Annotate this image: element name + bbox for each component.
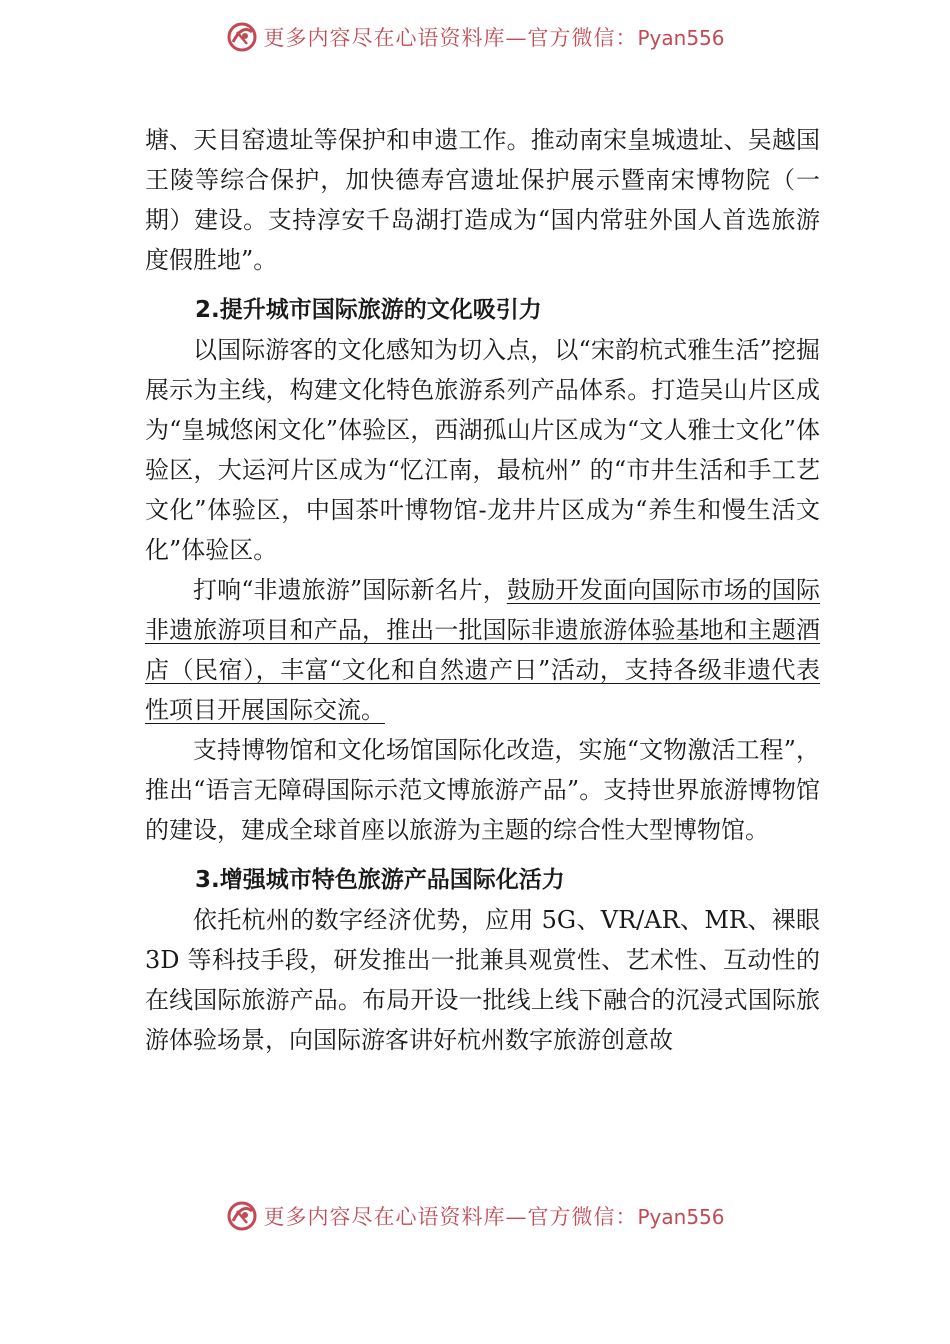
section-heading-3: 3.增强城市特色旅游产品国际化活力 [195, 867, 565, 893]
paragraph-2: 以国际游客的文化感知为切入点，以“宋韵杭式雅生活”挖掘展示为主线，构建文化特色旅游系列产品体系。打造吴山片区成为“皇城悠闲文化”体验区，西湖孤山片区成为“文人雅士文化”体验区，大运河片区成为“忆江南，最杭州” 的“市井生活和手工艺文化”体验区，中国茶叶博物馆-龙井片区成为“养生和慢生活文化”体验区。 [145, 336, 820, 564]
paragraph-1: 塘、天目窑遗址等保护和申遗工作。推动南宋皇城遗址、吴越国王陵等综合保护，加快德寿宫遗址保护展示暨南宋博物院（一期）建设。支持淳安千岛湖打造成为“国内常驻外国人首选旅游度假胜地”。 [145, 126, 820, 274]
watermark-label: 更多内容尽在心语资料库—官方微信： [263, 1205, 638, 1229]
logo-icon [225, 20, 259, 54]
paragraph-4: 支持博物馆和文化场馆国际化改造，实施“文物激活工程”，推出“语言无障碍国际示范文博旅游产品”。支持世界旅游博物馆的建设，建成全球首座以旅游为主题的综合性大型博物馆。 [145, 736, 820, 844]
watermark-text [263, 22, 724, 52]
spacer [145, 280, 820, 290]
footer-watermark [0, 1196, 950, 1236]
paragraph-3 [145, 570, 820, 730]
paragraph-3-lead: 打响“非遗旅游”国际新名片， [193, 576, 507, 604]
watermark-text [263, 1201, 724, 1231]
section-heading-2: 2.提升城市国际旅游的文化吸引力 [195, 297, 542, 323]
watermark-label: 更多内容尽在心语资料库—官方微信： [263, 26, 638, 50]
logo-icon [225, 1199, 259, 1233]
wechat-id: Pyan556 [637, 26, 725, 50]
wechat-id: Pyan556 [637, 1205, 725, 1229]
paragraph-5: 依托杭州的数字经济优势，应用 5G、VR/AR、MR、裸眼 3D 等科技手段，研发推出一批兼具观赏性、艺术性、互动性的在线国际旅游产品。布局开设一批线上线下融合的沉浸式国际旅游体验场景，向国际游客讲好杭州数字旅游创意故 [145, 906, 820, 1054]
document-body [145, 120, 820, 1060]
paragraph-3-underlined: 鼓励开发面向国际市场的国际非遗旅游项目和产品，推出一批国际非遗旅游体验基地和主题酒店（民宿），丰富“文化和自然遗产日”活动，支持各级非遗代表性项目开展国际交流。 [145, 576, 820, 724]
header-watermark [0, 17, 950, 57]
spacer [145, 850, 820, 860]
